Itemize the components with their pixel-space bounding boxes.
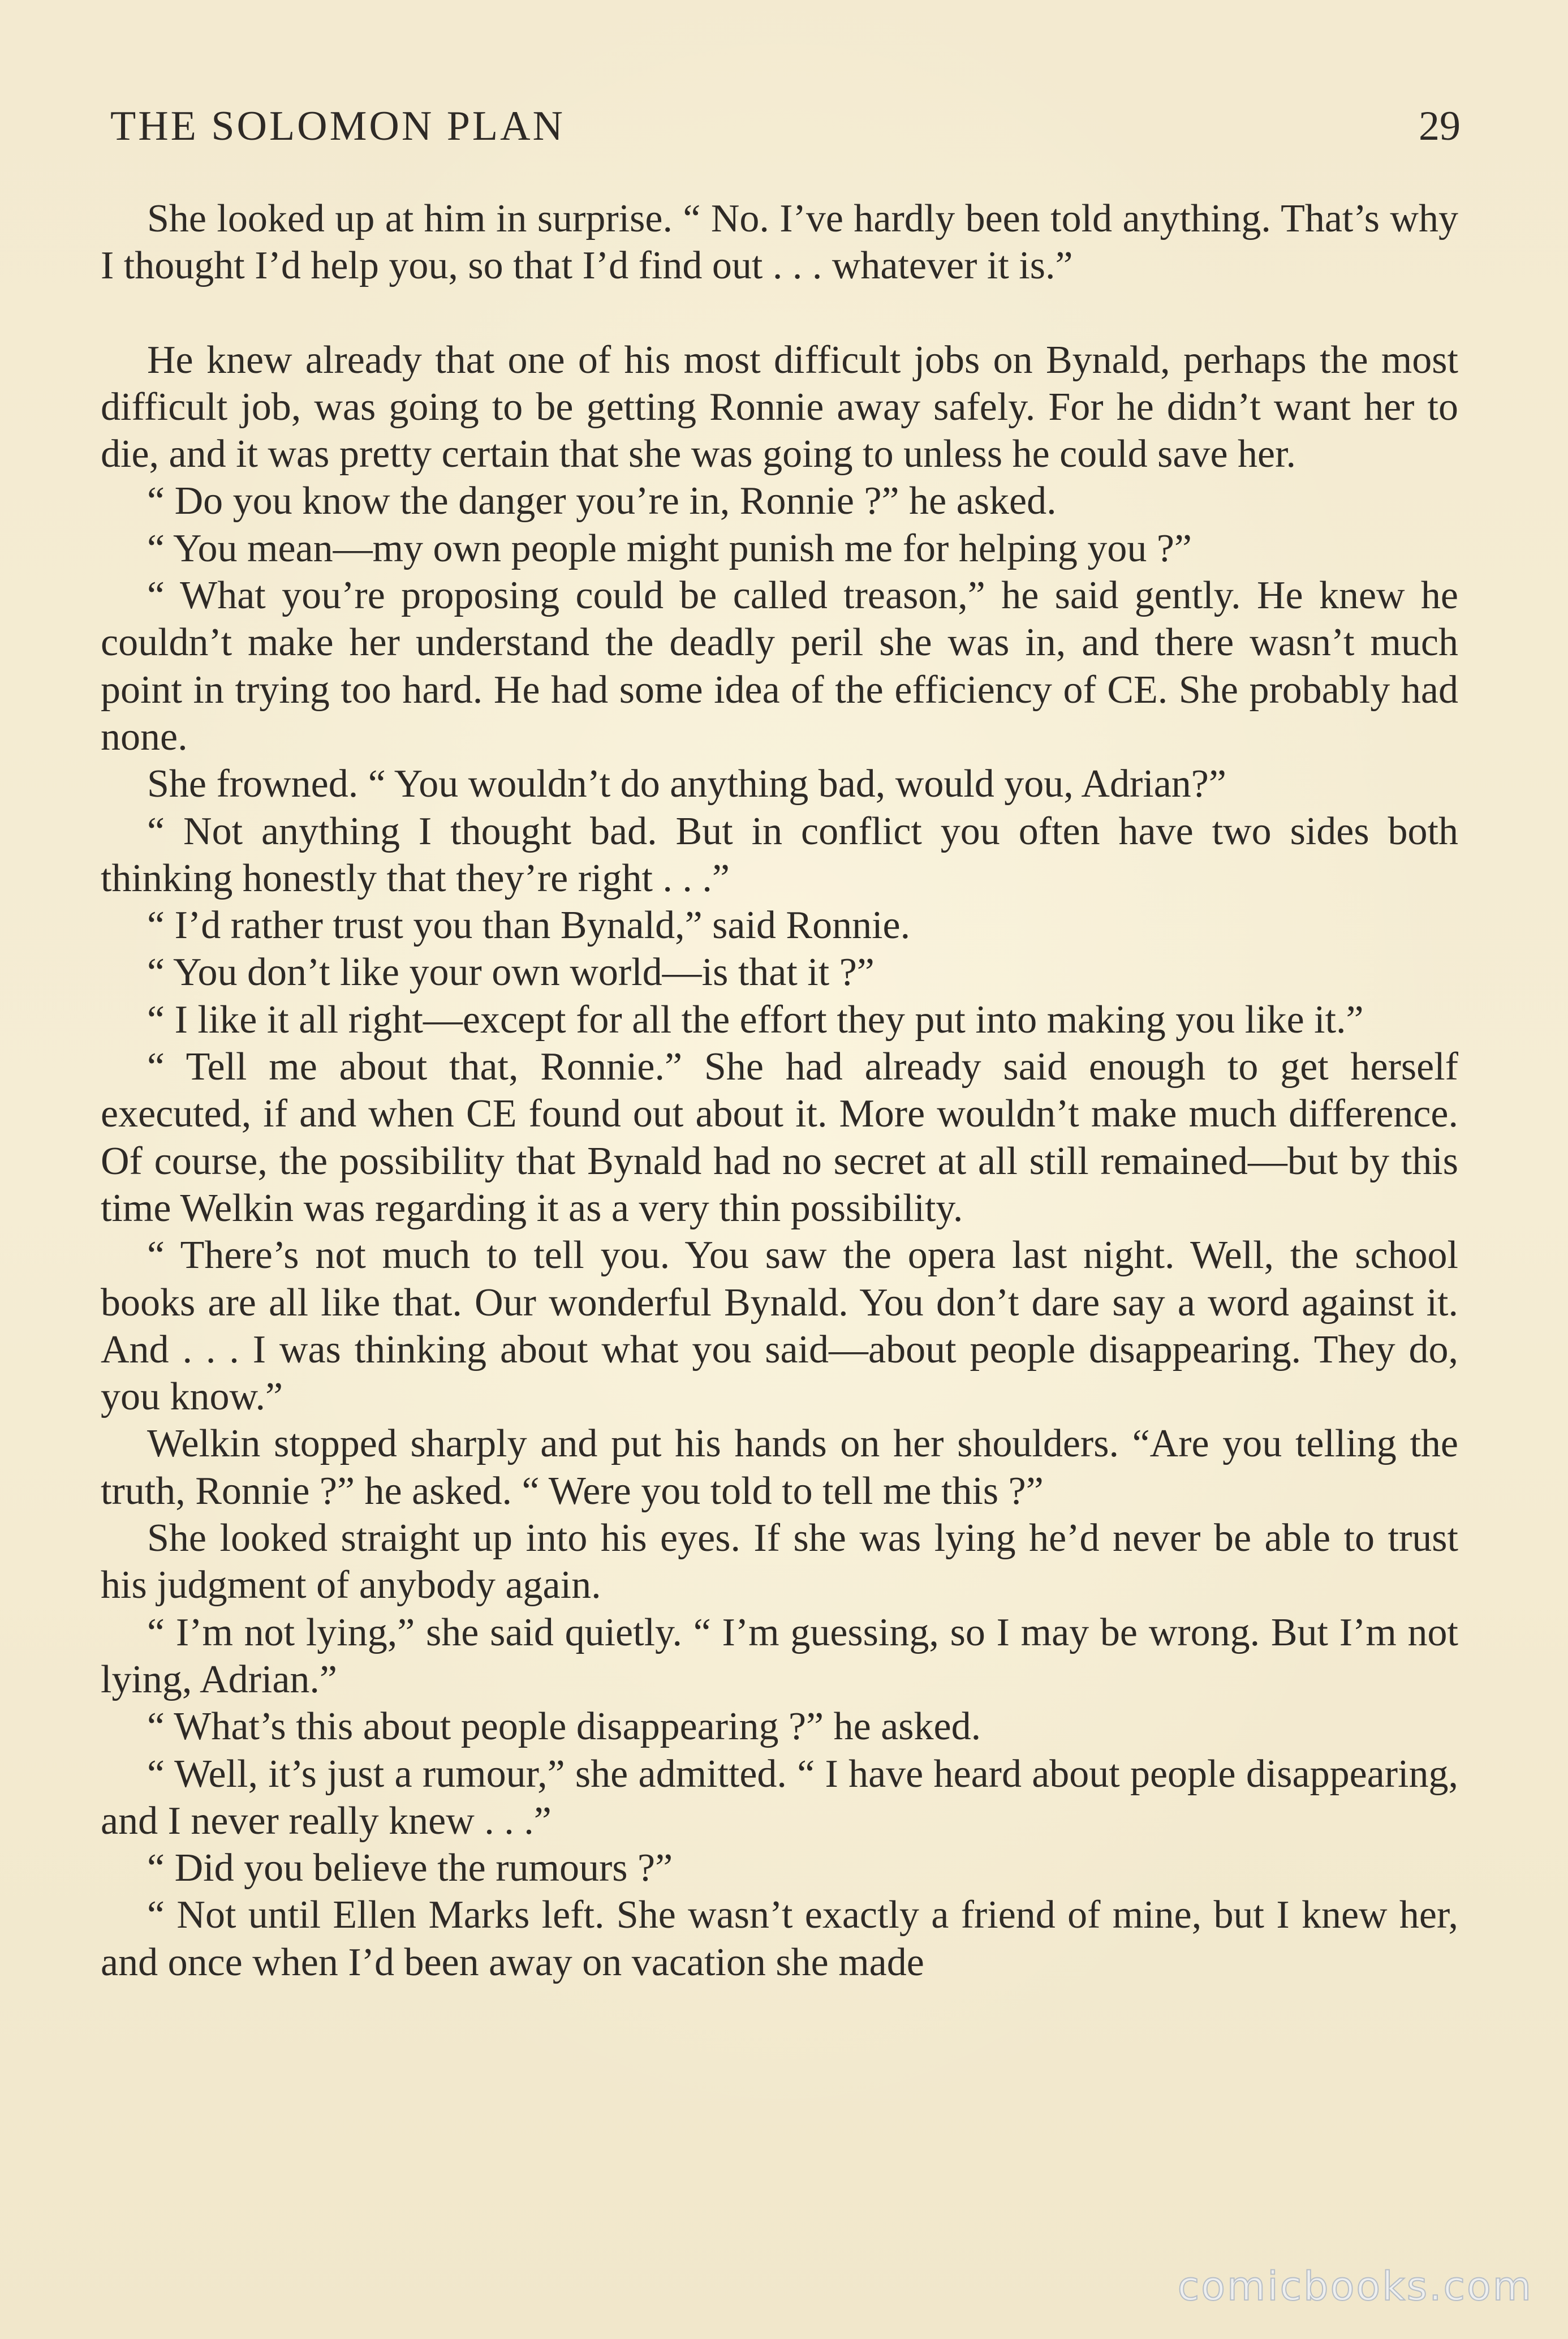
paragraph: “ Not anything I thought bad. But in conflict you often have two sides both thinking honestly that they’re right . . .” xyxy=(101,809,1458,900)
paragraph: “ What’s this about people disappearing ?” he asked. xyxy=(147,1705,981,1749)
page-number: 29 xyxy=(1419,103,1461,149)
paragraph: Welkin stopped sharply and put his hands on her shoulders. “Are you telling the truth, Ronnie ?” he asked. “ Were you told to tell me this ?” xyxy=(101,1422,1458,1513)
paragraph: “ Do you know the danger you’re in, Ronnie ?” he asked. xyxy=(147,479,1057,523)
paragraph: She looked up at him in surprise. “ No. I’ve hardly been told anything. That’s why I thought I’d help you, so that I’d find out . . . whatever it is.” xyxy=(101,197,1458,288)
body-text xyxy=(101,195,1458,1986)
paragraph: “ I like it all right—except for all the effort they put into making you like it.” xyxy=(147,997,1364,1042)
paragraph: He knew already that one of his most difficult jobs on Bynald, perhaps the most difficult job, was going to be getting Ronnie away safely. For he didn’t want her to die, and it was pretty certain that she was going to unless he could save her. xyxy=(101,338,1458,476)
paragraph: She looked straight up into his eyes. If she was lying he’d never be able to trust his judgment of anybody again. xyxy=(101,1516,1458,1607)
page-header xyxy=(110,95,1461,157)
paragraph: “ I’m not lying,” she said quietly. “ I’m guessing, so I may be wrong. But I’m not lying, Adrian.” xyxy=(101,1610,1458,1701)
paragraph: “ Not until Ellen Marks left. She wasn’t exactly a friend of mine, but I knew her, and once when I’d been away on vacation she made xyxy=(101,1893,1458,1984)
paragraph: “ What you’re proposing could be called treason,” he said gently. He knew he couldn’t make her understand the deadly peril she was in, and there wasn’t much point in trying too hard. He had some idea of the efficiency of CE. She probably had none. xyxy=(101,574,1458,759)
running-title: THE SOLOMON PLAN xyxy=(110,103,565,149)
paragraph: “ You don’t like your own world—is that it ?” xyxy=(147,951,875,995)
paragraph: “ There’s not much to tell you. You saw the opera last night. Well, the school books are all like that. Our wonderful Bynald. You don’t dare say a word against it. And . . . I was thinking about what you said—about people disappearing. They do, you know.” xyxy=(101,1233,1458,1419)
paragraph: “ Tell me about that, Ronnie.” She had already said enough to get herself executed, if and when CE found out about it. More wouldn’t make much difference. Of course, the possibility that Bynald had no secret at all still remained—but by this time Welkin was regarding it as a very thin possibility. xyxy=(101,1045,1458,1230)
paragraph: “ Well, it’s just a rumour,” she admitted. “ I have heard about people disappearing, and I never really knew . . .” xyxy=(101,1752,1458,1843)
paragraph: “ Did you believe the rumours ?” xyxy=(147,1846,673,1890)
paragraph: “ You mean—my own people might punish me for helping you ?” xyxy=(147,526,1192,570)
paragraph: “ I’d rather trust you than Bynald,” said Ronnie. xyxy=(147,904,911,948)
paragraph: She frowned. “ You wouldn’t do anything bad, would you, Adrian?” xyxy=(147,762,1226,806)
watermark: comicbooks.com xyxy=(1177,2263,1533,2310)
